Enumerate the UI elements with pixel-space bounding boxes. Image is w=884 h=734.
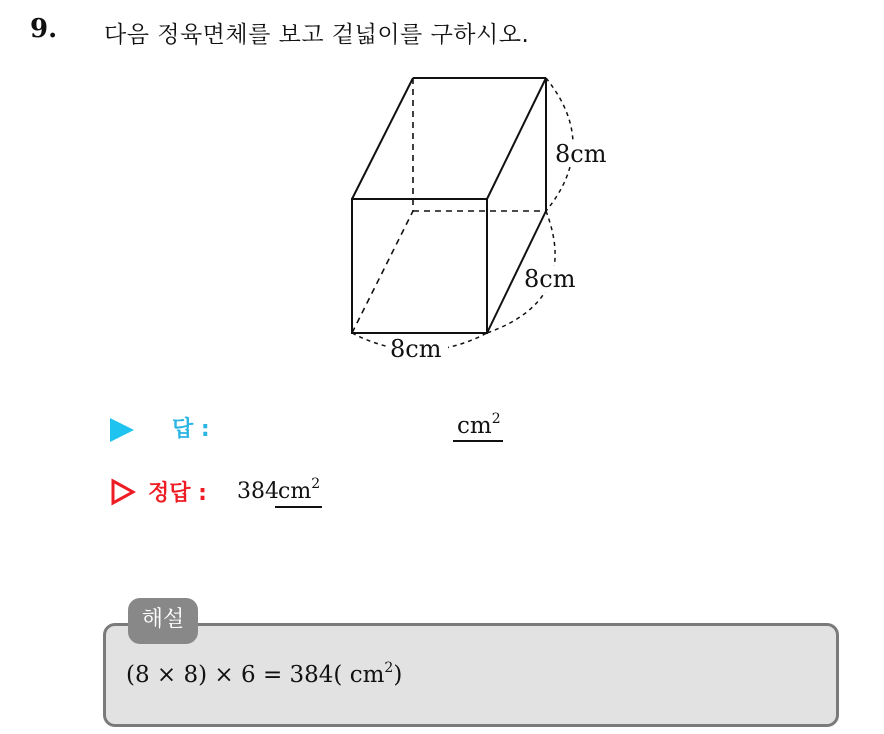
cube-front-face [352,199,487,333]
explanation-formula-exponent: 2 [384,660,394,676]
question-number: 9. [30,14,58,44]
correct-answer-value: 384 [237,479,279,504]
correct-answer-row [110,474,610,514]
depth-label: 8cm [524,265,576,293]
cube-hidden-edge-bottom-left [352,211,413,333]
height-label: 8cm [555,140,607,168]
filled-triangle-icon [110,418,134,442]
correct-answer-unit [275,478,322,508]
width-label: 8cm [390,335,442,363]
answer-unit-exponent: 2 [491,411,501,427]
explanation-tab: 해설 [128,598,198,644]
explanation-formula [126,660,402,690]
answer-label: 답 : [172,417,210,442]
explanation-formula-main: (8 × 8) × 6 = 384( cm [126,662,385,688]
correct-answer-unit-exponent: 2 [311,476,321,492]
outline-triangle-icon [110,478,136,506]
answer-unit-text: cm [457,413,492,439]
cube-figure [330,66,630,366]
correct-answer-label: 정답 : [148,481,207,506]
cube-edge-top-left [352,78,413,199]
answer-unit [453,412,503,442]
question-text: 다음 정육면체를 보고 겉넓이를 구하시오. [104,22,530,48]
cube-edge-top-right [487,78,546,199]
explanation-formula-close: ) [393,662,403,688]
answer-row [110,410,610,450]
correct-answer-unit-text: cm [278,479,312,504]
